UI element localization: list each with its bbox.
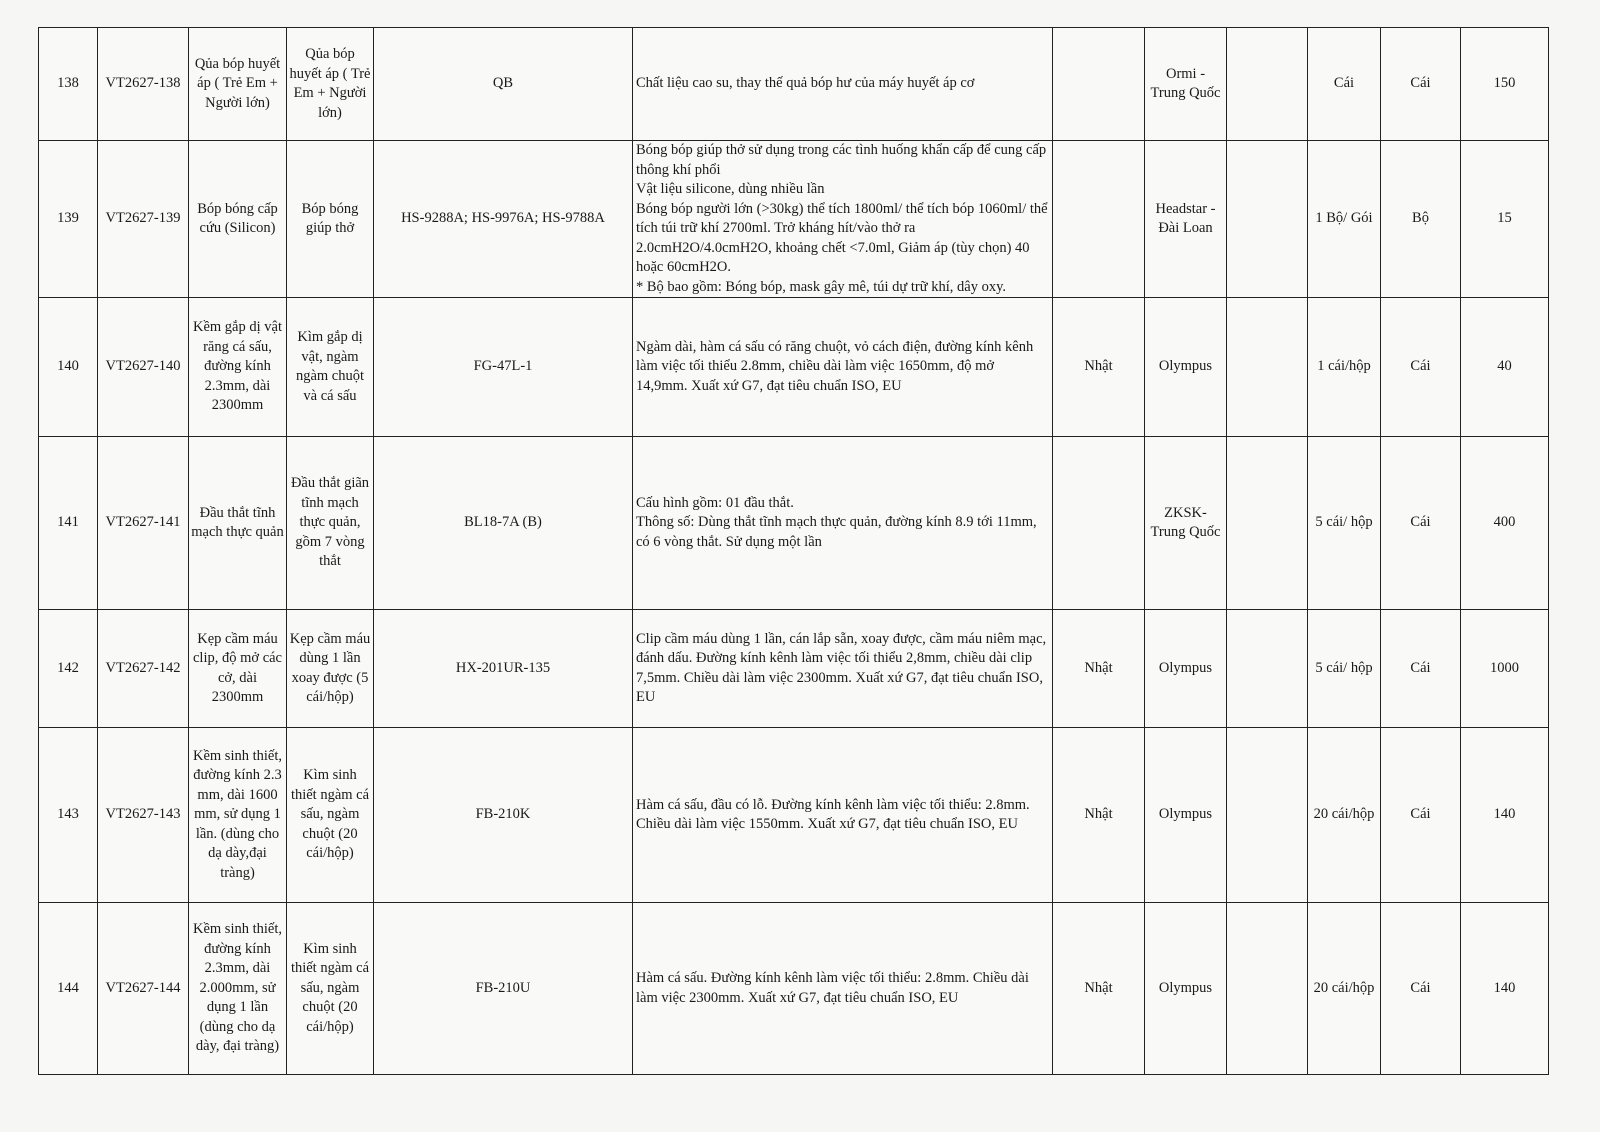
cell-packaging: 5 cái/ hộp xyxy=(1308,610,1381,728)
cell-stt: 142 xyxy=(39,610,98,728)
cell-specs: Cấu hình gồm: 01 đầu thắt. Thông số: Dùng thắt tĩnh mạch thực quản, đường kính 8.9 tới 11mm, có 6 vòng thắt. Sử dụng một lần xyxy=(633,437,1053,610)
cell-code: VT2627-140 xyxy=(98,298,189,437)
cell-manufacturer: Olympus xyxy=(1145,903,1227,1075)
cell-manufacturer: Olympus xyxy=(1145,610,1227,728)
cell-blank xyxy=(1227,28,1308,141)
cell-blank xyxy=(1227,903,1308,1075)
cell-specs: Hàm cá sấu, đầu có lỗ. Đường kính kênh làm việc tối thiểu: 2.8mm. Chiều dài làm việc 1550mm. Xuất xứ G7, đạt tiêu chuẩn ISO, EU xyxy=(633,728,1053,903)
cell-name-offer: Kìm sinh thiết ngàm cá sấu, ngàm chuột (20 cái/hộp) xyxy=(287,728,374,903)
cell-manufacturer: Olympus xyxy=(1145,298,1227,437)
cell-stt: 138 xyxy=(39,28,98,141)
cell-packaging: 1 Bộ/ Gói xyxy=(1308,141,1381,298)
cell-packaging: 1 cái/hộp xyxy=(1308,298,1381,437)
supply-table xyxy=(38,27,1549,1075)
cell-blank xyxy=(1227,610,1308,728)
cell-model: HX-201UR-135 xyxy=(374,610,633,728)
cell-unit: Bộ xyxy=(1381,141,1461,298)
cell-code: VT2627-139 xyxy=(98,141,189,298)
cell-name-offer: Kẹp cầm máu dùng 1 lần xoay được (5 cái/hộp) xyxy=(287,610,374,728)
cell-quantity: 40 xyxy=(1461,298,1549,437)
cell-stt: 141 xyxy=(39,437,98,610)
cell-blank xyxy=(1227,298,1308,437)
cell-packaging: 5 cái/ hộp xyxy=(1308,437,1381,610)
cell-name-request: Qủa bóp huyết áp ( Trẻ Em + Người lớn) xyxy=(189,28,287,141)
cell-quantity: 15 xyxy=(1461,141,1549,298)
cell-quantity: 400 xyxy=(1461,437,1549,610)
cell-stt: 143 xyxy=(39,728,98,903)
cell-model: BL18-7A (B) xyxy=(374,437,633,610)
table-row xyxy=(39,728,1549,903)
cell-code: VT2627-144 xyxy=(98,903,189,1075)
cell-country: Nhật xyxy=(1053,903,1145,1075)
cell-unit: Cái xyxy=(1381,610,1461,728)
cell-name-offer: Kìm sinh thiết ngàm cá sấu, ngàm chuột (20 cái/hộp) xyxy=(287,903,374,1075)
cell-model: FB-210U xyxy=(374,903,633,1075)
cell-country xyxy=(1053,28,1145,141)
cell-name-offer: Đầu thắt giãn tĩnh mạch thực quản, gồm 7 vòng thắt xyxy=(287,437,374,610)
cell-blank xyxy=(1227,728,1308,903)
cell-unit: Cái xyxy=(1381,437,1461,610)
cell-manufacturer: ZKSK- Trung Quốc xyxy=(1145,437,1227,610)
cell-code: VT2627-143 xyxy=(98,728,189,903)
table-row xyxy=(39,28,1549,141)
cell-code: VT2627-142 xyxy=(98,610,189,728)
table-row xyxy=(39,903,1549,1075)
cell-unit: Cái xyxy=(1381,298,1461,437)
cell-unit: Cái xyxy=(1381,28,1461,141)
cell-specs: Bóng bóp giúp thở sử dụng trong các tình huống khẩn cấp để cung cấp thông khí phổi Vật liệu silicone, dùng nhiều lần Bóng bóp người lớn (>30kg) thể tích 1800ml/ thể tích bóp 1060ml/ thể tích túi trữ khí 2700ml. Trở kháng hít/vào thở ra 2.0cmH2O/4.0cmH2O, khoảng chết <7.0ml, Giảm áp (tùy chọn) 40 hoặc 60cmH2O. * Bộ bao gồm: Bóng bóp, mask gây mê, túi dự trữ khí, dây oxy. xyxy=(633,141,1053,298)
table-row xyxy=(39,141,1549,298)
table-row xyxy=(39,437,1549,610)
cell-name-request: Kẹp cầm máu clip, độ mở các cở, dài 2300mm xyxy=(189,610,287,728)
table-row xyxy=(39,610,1549,728)
cell-manufacturer: Headstar - Đài Loan xyxy=(1145,141,1227,298)
cell-quantity: 150 xyxy=(1461,28,1549,141)
cell-manufacturer: Olympus xyxy=(1145,728,1227,903)
table-row xyxy=(39,298,1549,437)
cell-name-offer: Bóp bóng giúp thở xyxy=(287,141,374,298)
cell-quantity: 1000 xyxy=(1461,610,1549,728)
cell-packaging: 20 cái/hộp xyxy=(1308,728,1381,903)
cell-model: HS-9288A; HS-9976A; HS-9788A xyxy=(374,141,633,298)
cell-country: Nhật xyxy=(1053,298,1145,437)
cell-unit: Cái xyxy=(1381,903,1461,1075)
cell-name-offer: Kìm gắp dị vật, ngàm ngàm chuột và cá sấu xyxy=(287,298,374,437)
cell-unit: Cái xyxy=(1381,728,1461,903)
cell-name-request: Kềm sinh thiết, đường kính 2.3mm, dài 2.000mm, sử dụng 1 lần (dùng cho dạ dày, đại tràng) xyxy=(189,903,287,1075)
cell-blank xyxy=(1227,437,1308,610)
cell-quantity: 140 xyxy=(1461,728,1549,903)
cell-specs: Ngàm dài, hàm cá sấu có răng chuột, vỏ cách điện, đường kính kênh làm việc tối thiểu 2.8mm, chiều dài làm việc 1650mm, độ mở 14,9mm. Xuất xứ G7, đạt tiêu chuẩn ISO, EU xyxy=(633,298,1053,437)
cell-name-request: Kềm gắp dị vật răng cá sấu, đường kính 2.3mm, dài 2300mm xyxy=(189,298,287,437)
cell-name-request: Đầu thắt tĩnh mạch thực quản xyxy=(189,437,287,610)
cell-blank xyxy=(1227,141,1308,298)
cell-country xyxy=(1053,437,1145,610)
cell-stt: 139 xyxy=(39,141,98,298)
cell-name-request: Kềm sinh thiết, đường kính 2.3 mm, dài 1600 mm, sử dụng 1 lần. (dùng cho dạ dày,đại tràng) xyxy=(189,728,287,903)
cell-name-request: Bóp bóng cấp cứu (Silicon) xyxy=(189,141,287,298)
cell-packaging: Cái xyxy=(1308,28,1381,141)
cell-specs: Clip cầm máu dùng 1 lần, cán lắp sẵn, xoay được, cầm máu niêm mạc, đánh dấu. Đường kính kênh làm việc tối thiểu 2,8mm, chiều dài clip 7,5mm. Chiều dài làm việc 2300mm. Xuất xứ G7, đạt tiêu chuẩn ISO, EU xyxy=(633,610,1053,728)
cell-model: QB xyxy=(374,28,633,141)
cell-stt: 140 xyxy=(39,298,98,437)
cell-model: FG-47L-1 xyxy=(374,298,633,437)
cell-code: VT2627-138 xyxy=(98,28,189,141)
cell-specs: Hàm cá sấu. Đường kính kênh làm việc tối thiểu: 2.8mm. Chiều dài làm việc 2300mm. Xuất xứ G7, đạt tiêu chuẩn ISO, EU xyxy=(633,903,1053,1075)
cell-specs: Chất liệu cao su, thay thế quả bóp hư của máy huyết áp cơ xyxy=(633,28,1053,141)
cell-name-offer: Qủa bóp huyết áp ( Trẻ Em + Người lớn) xyxy=(287,28,374,141)
cell-stt: 144 xyxy=(39,903,98,1075)
cell-model: FB-210K xyxy=(374,728,633,903)
cell-country: Nhật xyxy=(1053,610,1145,728)
cell-country: Nhật xyxy=(1053,728,1145,903)
cell-quantity: 140 xyxy=(1461,903,1549,1075)
cell-manufacturer: Ormi - Trung Quốc xyxy=(1145,28,1227,141)
cell-code: VT2627-141 xyxy=(98,437,189,610)
cell-country xyxy=(1053,141,1145,298)
cell-packaging: 20 cái/hộp xyxy=(1308,903,1381,1075)
